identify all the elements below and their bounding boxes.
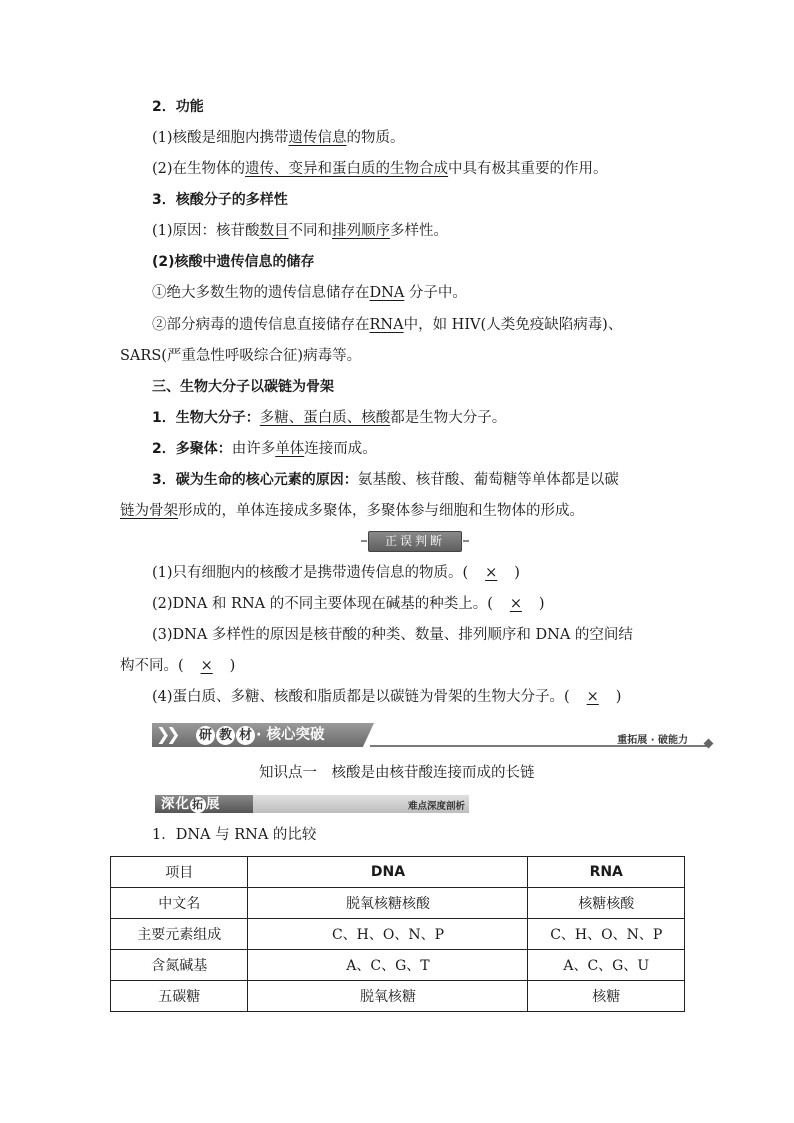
table-row: [111, 981, 685, 1012]
inline-heading: 3．碳为生命的核心元素的原因：: [152, 472, 358, 488]
table-cell: C、H、O、N、P: [528, 919, 685, 950]
text: 多样性。: [390, 223, 449, 239]
table-cell: 核糖: [528, 981, 685, 1012]
paren: (: [564, 689, 570, 705]
section-banner: [152, 723, 712, 749]
banner-subtitle: · 核心突破: [256, 727, 325, 743]
question-text: (1)只有细胞内的核酸才是携带遗传信息的物质。: [152, 565, 463, 581]
paragraph: [152, 128, 405, 148]
banner-char: 教: [216, 726, 235, 745]
paragraph-continued: SARS(严重急性呼吸综合征)病毒等。: [120, 348, 362, 364]
banner-title: [196, 725, 325, 745]
question-text: 构不同。: [120, 658, 178, 674]
table-header-row: [111, 857, 685, 888]
text: (2)在生物体的: [152, 161, 246, 177]
heading-carbon: 三、生物大分子以碳链为骨架: [152, 379, 334, 395]
text: 形成的，单体连接成多聚体，多聚体参与细胞和生物体的形成。: [178, 503, 584, 519]
text: 的物质。: [346, 130, 405, 146]
table-cell: 五碳糖: [111, 981, 248, 1012]
inline-heading: 2．多聚体：: [152, 441, 232, 457]
text: 由许多: [231, 441, 276, 457]
table-cell: A、C、G、U: [528, 950, 685, 981]
paren: (: [178, 658, 184, 674]
paragraph: [152, 408, 506, 428]
answer-slot: [184, 656, 230, 676]
judgment-item: [152, 687, 621, 707]
judgment-badge: 正误判断: [368, 531, 462, 552]
header-cell: 项目: [111, 857, 248, 888]
answer-slot: [570, 687, 616, 707]
answer-mark: ×: [200, 658, 213, 674]
table-cell: 中文名: [111, 888, 248, 919]
table-row: [111, 950, 685, 981]
paren: ): [514, 565, 520, 581]
chevron-right-icon: ❯❯: [156, 725, 177, 745]
header-cell: RNA: [528, 857, 685, 888]
underlined-term: RNA: [369, 317, 404, 333]
deep-right-text: 难点深度剖析: [407, 801, 465, 812]
paragraph: [152, 159, 608, 179]
banner-char: 研: [196, 726, 215, 745]
table-cell: 核糖核酸: [528, 888, 685, 919]
text: ①绝大多数生物的遗传信息储存在: [152, 285, 370, 301]
banner-right-text: 重拓展 · 破能力: [617, 735, 688, 746]
table-row: [111, 888, 685, 919]
table-cell: 脱氧核糖核酸: [248, 888, 528, 919]
paragraph: [152, 470, 619, 490]
text: 不同和: [288, 223, 333, 239]
deep-extension: [253, 795, 469, 813]
paragraph: [152, 315, 622, 335]
deep-label-text: 展: [206, 796, 221, 812]
text: 氨基酸、核苷酸、葡萄糖等单体都是以碳: [357, 472, 619, 488]
answer-slot: [468, 563, 514, 583]
paragraph: [152, 283, 467, 303]
deep-expansion-bar: [155, 795, 469, 813]
underlined-term: 单体: [275, 441, 305, 457]
paren: (: [487, 596, 493, 612]
underlined-term: DNA: [369, 285, 405, 301]
heading-diversity: 3．核酸分子的多样性: [152, 192, 288, 208]
knowledge-point-title: 知识点一 核酸是由核苷酸连接而成的长链: [259, 765, 535, 781]
deep-label: [155, 795, 257, 813]
inline-heading: 1．生物大分子：: [152, 410, 260, 426]
table-cell: 含氮碱基: [111, 950, 248, 981]
paren: ): [615, 689, 622, 705]
underlined-term: 多糖、蛋白质、核酸: [259, 410, 391, 426]
underlined-term: 遗传信息: [288, 130, 347, 146]
paren: (: [462, 565, 469, 581]
underlined-term: 数目: [259, 223, 289, 239]
answer-mark: ×: [509, 596, 522, 612]
answer-mark: ×: [586, 689, 599, 705]
text: (1)核酸是细胞内携带: [152, 130, 289, 146]
underlined-term: 链为骨架: [120, 503, 178, 519]
table-row: [111, 919, 685, 950]
deep-label-circle: 拓: [192, 798, 204, 811]
deep-label-text: 深化: [161, 796, 190, 812]
table-title: 1．DNA 与 RNA 的比较: [152, 827, 317, 843]
answer-mark: ×: [485, 565, 498, 581]
text: 都是生物大分子。: [390, 410, 507, 426]
paren: ): [538, 596, 545, 612]
paragraph: [152, 221, 448, 241]
underlined-term: 排列顺序: [332, 223, 391, 239]
banner-char: 材: [236, 726, 255, 745]
text: (1)原因：核苷酸: [152, 223, 260, 239]
judgment-item: [152, 563, 520, 583]
header-cell: DNA: [248, 857, 528, 888]
text: 分子中。: [408, 285, 467, 301]
table-cell: C、H、O、N、P: [248, 919, 528, 950]
text: 中具有极其重要的作用。: [448, 161, 608, 177]
question-text: (4)蛋白质、多糖、核酸和脂质都是以碳链为骨架的生物大分子。: [152, 689, 565, 705]
paragraph-continued: [120, 501, 584, 521]
comparison-table: [110, 856, 685, 1012]
heading-function: 2．功能: [152, 99, 204, 115]
text: ②部分病毒的遗传信息直接储存在: [152, 317, 370, 333]
table-cell: A、C、G、T: [248, 950, 528, 981]
subheading: (2)核酸中遗传信息的储存: [152, 254, 315, 270]
table-cell: 主要元素组成: [111, 919, 248, 950]
text: 连接而成。: [304, 441, 377, 457]
table-cell: 脱氧核糖: [248, 981, 528, 1012]
paragraph: [152, 439, 377, 459]
text: 中，如 HIV(人类免疫缺陷病毒)、: [403, 317, 623, 333]
paren: ): [229, 658, 236, 674]
judgment-item-continued: [120, 656, 235, 676]
question-text: (2)DNA 和 RNA 的不同主要体现在碱基的种类上。: [152, 596, 488, 612]
judgment-item: (3)DNA 多样性的原因是核苷酸的种类、数量、排列顺序和 DNA 的空间结: [152, 627, 633, 643]
judgment-item: [152, 594, 545, 614]
answer-slot: [493, 594, 539, 614]
underlined-term: 遗传、变异和蛋白质的生物合成: [245, 161, 449, 177]
